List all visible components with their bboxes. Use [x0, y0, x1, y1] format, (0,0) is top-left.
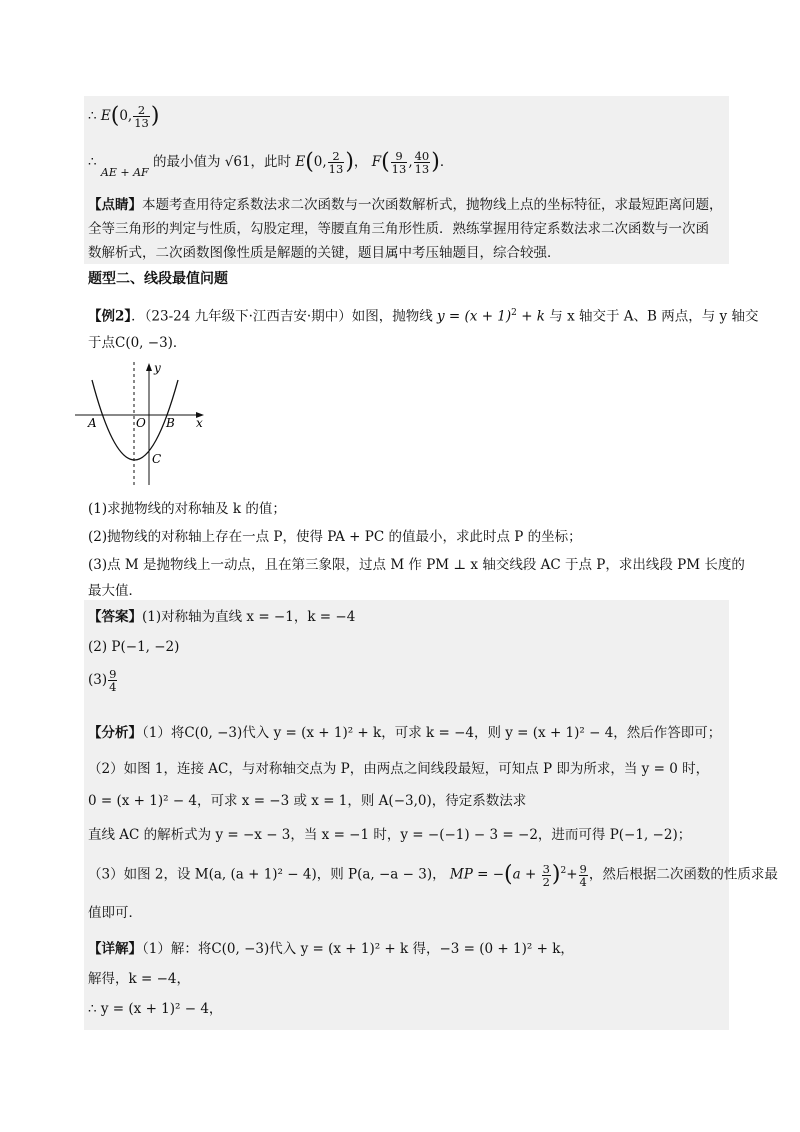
question-3-line-2: 最大值． — [88, 583, 142, 599]
example-line-1: 【例2】．（23-24 九年级下·江西吉安·期中）如图，抛物线 $y = (x + 1)^2 + k$ 与 x 轴交于 A、B 两点，与 y 轴交 — [88, 308, 759, 325]
comment-line-2: 全等三角形的判定与性质，勾股定理，等腰直角三角形性质．熟练掌握用待定系数法求二次函数与一次函 — [88, 221, 709, 237]
e-x-coord: 0, — [119, 108, 133, 124]
mp-expression: MP = − — [449, 866, 505, 883]
label-a: A — [88, 416, 97, 430]
label-o: O — [136, 416, 146, 430]
comment-line-1 — [88, 196, 723, 214]
parabola-figure — [70, 360, 220, 490]
answer-3-fraction: $\frac{9}{4}$ — [109, 667, 117, 694]
analysis-line-4: 直线 AC 的解析式为 y = −x − 3，当 x = −1 时，y = −(−1) − 3 = −2，进而可得 P(−1, −2)； — [88, 827, 692, 843]
therefore-symbol: ∴ — [88, 108, 97, 124]
example-label: 【例2】 — [88, 308, 132, 325]
answer-2: (2) P(−1, −2) — [88, 639, 180, 655]
comment-text-1: 本题考查用待定系数法求二次函数与一次函数解析式，抛物线上点的坐标特征，求最短距离问题， — [142, 197, 723, 213]
f-y-fraction: $\frac{40}{13}$ — [414, 149, 430, 176]
answer-line-1 — [88, 608, 355, 626]
detail-line-2: 解得，k = −4， — [88, 971, 190, 987]
analysis-label: 【分析】 — [88, 725, 142, 741]
analysis-line-6: 值即可． — [88, 905, 142, 921]
e-point-line: ∴ E(0, $\frac{2}{13}$ ) — [88, 103, 160, 130]
label-c: C — [152, 452, 162, 466]
sqrt-value: √61 — [224, 154, 251, 170]
question-1: (1)求抛物线的对称轴及 k 的值； — [88, 501, 286, 517]
analysis-line-1: 【分析】（1）将C(0, −3)代入 y = (x + 1)² + k，可求 k = −4，则 y = (x + 1)² − 4，然后作答即可； — [88, 725, 722, 741]
e-label-2: E — [295, 154, 306, 170]
answer-1: (1)对称轴为直线 x = −1，k = −4 — [142, 609, 356, 625]
parabola-function: y = (x + 1) — [437, 308, 512, 325]
e-label: E — [100, 108, 111, 124]
comment-label: 【点睛】 — [88, 197, 142, 213]
analysis-line-5: （3）如图 2，设 M(a, (a + 1)² − 4)，则 P(a, −a − 3)， MP = −(a + $\frac{3}{2}$ )$^2$+ $\frac{9}{4}$ ，然后根据二次函数的性质求最 — [88, 861, 778, 889]
detail-line-1: 【详解】（1）解：将C(0, −3)代入 y = (x + 1)² + k 得，−3 = (0 + 1)² + k， — [88, 941, 574, 957]
label-y: y — [154, 361, 161, 375]
min-value-line: ∴ $_{AE + AF}$ 的最小值为 √61，此时 E(0, $\frac{2}{13}$ )， F( $\frac{9}{13}$ , $\frac{40}{13}$ )． — [88, 149, 454, 179]
question-3-line-1: (3)点 M 是抛物线上一动点，且在第三象限，过点 M 作 PM ⊥ x 轴交线段 AC 于点 P，求出线段 PM 长度的 — [88, 557, 745, 573]
then-text: ，此时 — [250, 154, 292, 170]
section-title: 题型二、线段最值问题 — [88, 271, 228, 287]
question-2: (2)抛物线的对称轴上存在一点 P，使得 PA + PC 的值最小，求此时点 P 的坐标； — [88, 529, 582, 545]
answer-block — [84, 600, 729, 1030]
answer-3: (3) $\frac{9}{4}$ — [88, 667, 117, 694]
detail-line-3: ∴ y = (x + 1)² − 4， — [88, 1001, 223, 1017]
analysis-line-3: 0 = (x + 1)² − 4，可求 x = −3 或 x = 1，则 A(−3,0)，待定系数法求 — [88, 793, 527, 809]
sum-expression: AE + AF — [100, 166, 149, 179]
comment-line-3: 数解析式，二次函数图像性质是解题的关键，题目属中考压轴题目，综合较强． — [88, 245, 561, 261]
f-x-fraction: $\frac{9}{13}$ — [391, 149, 407, 176]
analysis-line-2: （2）如图 1，连接 AC，与对称轴交点为 P，由两点之间线段最短，可知点 P 即为所求，当 y = 0 时， — [88, 761, 710, 777]
f-label: F — [371, 154, 382, 170]
label-x: x — [196, 416, 203, 430]
therefore-symbol-2: ∴ — [88, 154, 97, 170]
example-line-2: 于点C(0, −3)． — [88, 335, 187, 351]
e-y-fraction: $\frac{2}{13}$ — [134, 103, 149, 130]
detail-label: 【详解】 — [88, 941, 142, 957]
min-text: 的最小值为 — [152, 154, 221, 170]
label-b: B — [166, 416, 175, 430]
answer-label: 【答案】 — [88, 609, 142, 625]
